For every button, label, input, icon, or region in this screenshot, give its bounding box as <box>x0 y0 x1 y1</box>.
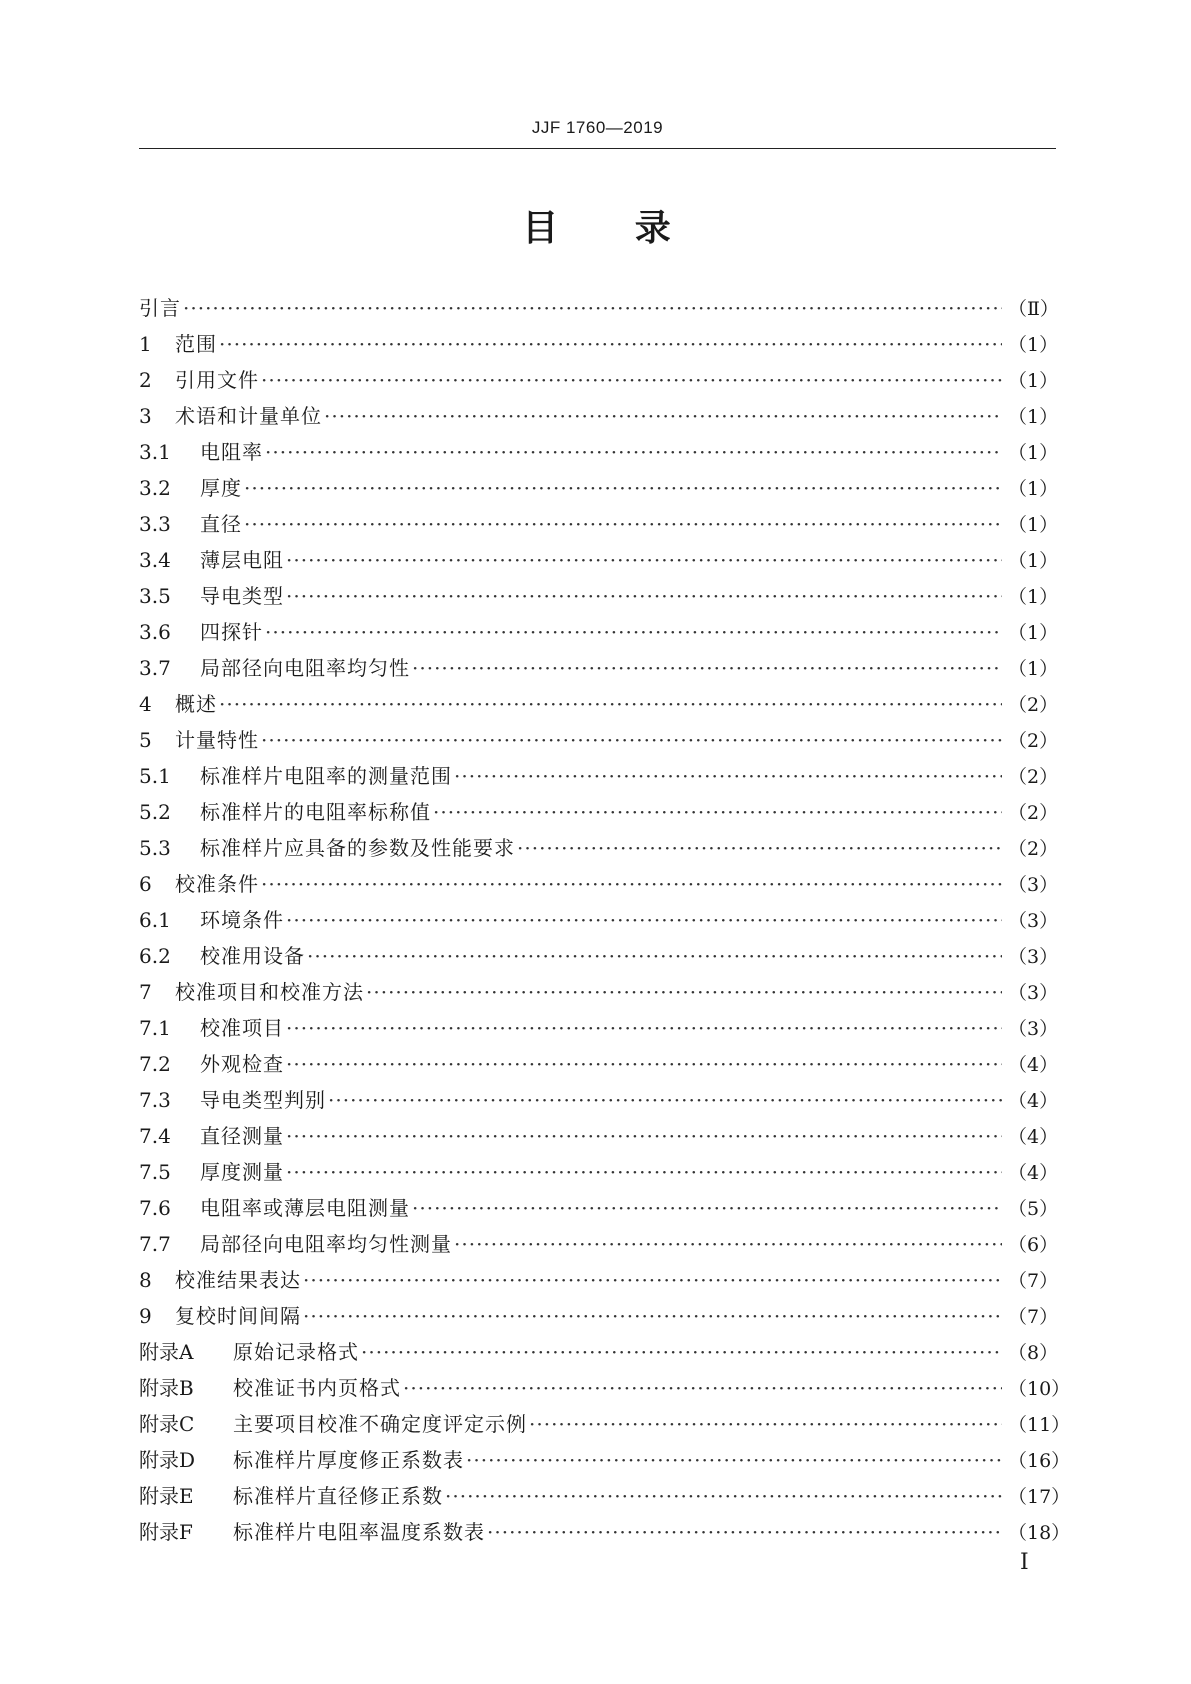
toc-entry-page: （8） <box>1008 1342 1059 1364</box>
toc-leader-dots <box>265 434 1002 470</box>
toc-entry-number: 7.6 <box>139 1196 171 1220</box>
toc-entry-page: （1） <box>1008 622 1059 644</box>
toc-leader-dots <box>286 902 1002 938</box>
toc-entry-page: （17） <box>1008 1486 1071 1508</box>
toc-leader-dots <box>219 686 1002 722</box>
toc-entry-title: 四探针 <box>200 620 263 644</box>
toc-entry-number: 附录B <box>139 1376 194 1400</box>
toc-entry[interactable] <box>139 290 1059 326</box>
toc-entry[interactable] <box>139 1442 1071 1478</box>
toc-entry-page: （Ⅱ） <box>1008 298 1059 320</box>
toc-entry-number: 3.7 <box>139 656 171 680</box>
toc-leader-dots <box>307 938 1002 974</box>
toc-entry[interactable] <box>139 830 1059 866</box>
toc-entry-title: 厚度 <box>200 476 242 500</box>
toc-entry-title: 校准项目 <box>200 1016 284 1040</box>
toc-entry-number: 7.3 <box>139 1088 171 1112</box>
toc-entry-title: 标准样片厚度修正系数表 <box>233 1448 464 1472</box>
toc-entry-number: 7.1 <box>139 1016 171 1040</box>
toc-entry-number: 5.3 <box>139 836 171 860</box>
toc-leader-dots <box>454 758 1002 794</box>
toc-entry-title: 概述 <box>175 692 217 716</box>
toc-leader-dots <box>328 1082 1002 1118</box>
toc-leader-dots <box>265 614 1002 650</box>
toc-entry[interactable] <box>139 1082 1059 1118</box>
toc-entry-page: （6） <box>1008 1234 1059 1256</box>
toc-entry[interactable] <box>139 938 1059 974</box>
header-divider <box>139 148 1056 149</box>
toc-entry-page: （1） <box>1008 370 1059 392</box>
toc-leader-dots <box>244 506 1002 542</box>
toc-leader-dots <box>433 794 1002 830</box>
toc-entry-number: 附录F <box>139 1520 193 1544</box>
toc-entry-number: 7 <box>139 980 152 1004</box>
toc-leader-dots <box>403 1370 1002 1406</box>
toc-leader-dots <box>286 1154 1002 1190</box>
toc-entry[interactable] <box>139 758 1059 794</box>
toc-entry-page: （1） <box>1008 586 1059 608</box>
toc-entry-page: （5） <box>1008 1198 1059 1220</box>
toc-entry-title: 导电类型判别 <box>200 1088 326 1112</box>
toc-entry-number: 5.2 <box>139 800 171 824</box>
toc-entry-title: 标准样片电阻率温度系数表 <box>233 1520 485 1544</box>
toc-leader-dots <box>286 542 1002 578</box>
toc-leader-dots <box>261 362 1002 398</box>
toc-entry[interactable] <box>139 506 1059 542</box>
toc-entry-page: （2） <box>1008 838 1059 860</box>
toc-entry-title: 直径 <box>200 512 242 536</box>
toc-entry[interactable] <box>139 1190 1059 1226</box>
toc-entry-title: 电阻率或薄层电阻测量 <box>200 1196 410 1220</box>
toc-entry-number: 6.2 <box>139 944 171 968</box>
toc-entry-number: 附录C <box>139 1412 195 1436</box>
toc-entry[interactable] <box>139 794 1059 830</box>
toc-entry-page: （18） <box>1008 1522 1071 1544</box>
toc-entry-page: （11） <box>1008 1414 1071 1436</box>
toc-entry-title: 局部径向电阻率均匀性 <box>200 656 410 680</box>
toc-entry-title: 标准样片的电阻率标称值 <box>200 800 431 824</box>
toc-entry[interactable] <box>139 362 1059 398</box>
toc-entry-title: 环境条件 <box>200 908 284 932</box>
toc-entry-page: （1） <box>1008 442 1059 464</box>
toc-entry-title: 标准样片应具备的参数及性能要求 <box>200 836 515 860</box>
toc-entry-page: （1） <box>1008 478 1059 500</box>
toc-entry[interactable] <box>139 1370 1071 1406</box>
toc-entry[interactable] <box>139 326 1059 362</box>
toc-entry-title: 标准样片直径修正系数 <box>233 1484 443 1508</box>
toc-entry-page: （7） <box>1008 1270 1059 1292</box>
toc-entry-page: （3） <box>1008 982 1059 1004</box>
toc-entry-number: 7.4 <box>139 1124 171 1148</box>
toc-entry-title: 直径测量 <box>200 1124 284 1148</box>
toc-entry-page: （2） <box>1008 694 1059 716</box>
toc-entry-page: （10） <box>1008 1378 1071 1400</box>
toc-leader-dots <box>303 1298 1002 1334</box>
toc-entry-page: （3） <box>1008 946 1059 968</box>
toc-entry[interactable] <box>139 578 1059 614</box>
toc-entry-number: 3.1 <box>139 440 171 464</box>
toc-leader-dots <box>361 1334 1002 1370</box>
toc-entry-number: 8 <box>139 1268 152 1292</box>
toc-leader-dots <box>244 470 1002 506</box>
toc-leader-dots <box>219 326 1002 362</box>
toc-entry[interactable] <box>139 398 1059 434</box>
toc-entry-title: 导电类型 <box>200 584 284 608</box>
toc-entry[interactable] <box>139 722 1059 758</box>
toc-entry-page: （1） <box>1008 550 1059 572</box>
toc-entry-title: 校准项目和校准方法 <box>175 980 364 1004</box>
toc-entry[interactable] <box>139 1010 1059 1046</box>
toc-entry-page: （7） <box>1008 1306 1059 1328</box>
toc-entry-page: （3） <box>1008 1018 1059 1040</box>
toc-leader-dots <box>286 1046 1002 1082</box>
toc-entry[interactable] <box>139 1226 1059 1262</box>
toc-leader-dots <box>412 1190 1002 1226</box>
toc-entry-page: （1） <box>1008 334 1059 356</box>
toc-entry[interactable] <box>139 1298 1059 1334</box>
toc-entry-page: （1） <box>1008 514 1059 536</box>
page-number: I <box>1020 1550 1029 1575</box>
toc-entry-number: 3.2 <box>139 476 171 500</box>
toc-entry-page: （4） <box>1008 1054 1059 1076</box>
toc-entry-page: （3） <box>1008 874 1059 896</box>
toc-leader-dots <box>366 974 1002 1010</box>
toc-entry-title: 外观检查 <box>200 1052 284 1076</box>
toc-entry[interactable] <box>139 1046 1059 1082</box>
toc-entry-title: 主要项目校准不确定度评定示例 <box>233 1412 527 1436</box>
toc-entry-page: （4） <box>1008 1090 1059 1112</box>
toc-entry[interactable] <box>139 1406 1071 1442</box>
toc-entry-title: 校准证书内页格式 <box>233 1376 401 1400</box>
toc-entry[interactable] <box>139 470 1059 506</box>
toc-entry-page: （3） <box>1008 910 1059 932</box>
toc-heading: 目 录 <box>522 208 673 249</box>
toc-entry[interactable] <box>139 614 1059 650</box>
toc-entry-number: 6 <box>139 872 152 896</box>
toc-entry-number: 1 <box>139 332 152 356</box>
toc-entry-number: 3.4 <box>139 548 171 572</box>
toc-entry-title: 校准用设备 <box>200 944 305 968</box>
table-of-contents <box>139 290 1071 1550</box>
toc-entry[interactable] <box>139 542 1059 578</box>
toc-entry-title: 薄层电阻 <box>200 548 284 572</box>
toc-entry-title: 引言 <box>139 296 181 320</box>
toc-entry[interactable] <box>139 1118 1059 1154</box>
toc-entry[interactable] <box>139 1262 1059 1298</box>
toc-entry-number: 2 <box>139 368 152 392</box>
toc-entry-number: 4 <box>139 692 152 716</box>
toc-entry-number: 5.1 <box>139 764 171 788</box>
toc-entry[interactable] <box>139 902 1059 938</box>
toc-leader-dots <box>183 290 1002 326</box>
toc-entry-page: （2） <box>1008 802 1059 824</box>
toc-entry-number: 3 <box>139 404 152 428</box>
toc-leader-dots <box>412 650 1002 686</box>
toc-entry-page: （16） <box>1008 1450 1071 1472</box>
toc-leader-dots <box>454 1226 1002 1262</box>
toc-leader-dots <box>286 578 1002 614</box>
toc-entry-title: 范围 <box>175 332 217 356</box>
toc-entry-page: （4） <box>1008 1126 1059 1148</box>
toc-entry-number: 5 <box>139 728 152 752</box>
toc-leader-dots <box>286 1010 1002 1046</box>
toc-entry[interactable] <box>139 650 1059 686</box>
toc-entry-title: 厚度测量 <box>200 1160 284 1184</box>
toc-entry-number: 3.6 <box>139 620 171 644</box>
toc-entry-title: 引用文件 <box>175 368 259 392</box>
toc-entry-page: （4） <box>1008 1162 1059 1184</box>
toc-entry[interactable] <box>139 1334 1059 1370</box>
toc-entry[interactable] <box>139 1478 1071 1514</box>
toc-entry-page: （2） <box>1008 730 1059 752</box>
toc-entry[interactable] <box>139 1154 1059 1190</box>
toc-leader-dots <box>303 1262 1002 1298</box>
toc-entry-title: 校准条件 <box>175 872 259 896</box>
document-code-header: JJF 1760—2019 <box>531 118 664 137</box>
toc-entry-title: 局部径向电阻率均匀性测量 <box>200 1232 452 1256</box>
toc-entry[interactable] <box>139 1514 1071 1550</box>
toc-leader-dots <box>261 866 1002 902</box>
toc-entry-number: 7.2 <box>139 1052 171 1076</box>
toc-entry-number: 9 <box>139 1304 152 1328</box>
toc-entry-title: 原始记录格式 <box>233 1340 359 1364</box>
toc-leader-dots <box>487 1514 1002 1550</box>
toc-entry-number: 附录D <box>139 1448 196 1472</box>
toc-entry[interactable] <box>139 974 1059 1010</box>
toc-entry-page: （1） <box>1008 406 1059 428</box>
toc-entry-title: 计量特性 <box>175 728 259 752</box>
toc-entry[interactable] <box>139 434 1059 470</box>
toc-entry[interactable] <box>139 686 1059 722</box>
toc-entry-title: 标准样片电阻率的测量范围 <box>200 764 452 788</box>
toc-entry-page: （2） <box>1008 766 1059 788</box>
toc-entry-title: 术语和计量单位 <box>175 404 322 428</box>
toc-leader-dots <box>529 1406 1002 1442</box>
toc-leader-dots <box>466 1442 1002 1478</box>
toc-leader-dots <box>261 722 1002 758</box>
toc-entry-number: 附录E <box>139 1484 194 1508</box>
toc-entry-title: 校准结果表达 <box>175 1268 301 1292</box>
toc-entry-page: （1） <box>1008 658 1059 680</box>
toc-leader-dots <box>517 830 1002 866</box>
toc-entry-title: 复校时间间隔 <box>175 1304 301 1328</box>
toc-leader-dots <box>445 1478 1002 1514</box>
toc-entry-number: 3.5 <box>139 584 171 608</box>
toc-entry-number: 7.7 <box>139 1232 171 1256</box>
toc-leader-dots <box>286 1118 1002 1154</box>
toc-entry-number: 6.1 <box>139 908 171 932</box>
toc-entry[interactable] <box>139 866 1059 902</box>
toc-leader-dots <box>324 398 1002 434</box>
toc-entry-number: 附录A <box>139 1340 194 1364</box>
toc-entry-number: 3.3 <box>139 512 171 536</box>
toc-entry-title: 电阻率 <box>200 440 263 464</box>
toc-entry-number: 7.5 <box>139 1160 171 1184</box>
